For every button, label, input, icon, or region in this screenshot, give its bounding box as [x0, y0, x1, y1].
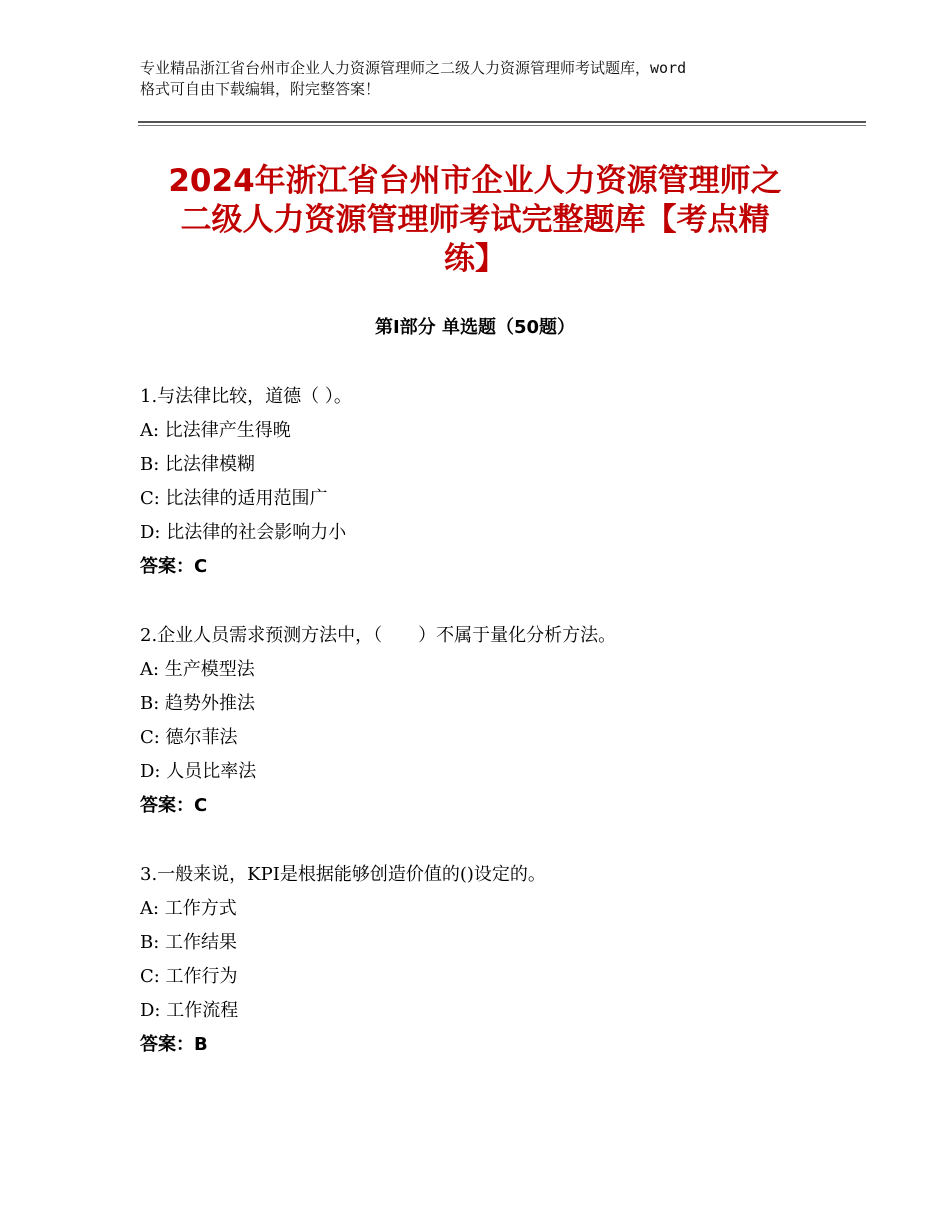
answer-key: 答案：C — [140, 556, 208, 577]
option-c: C: 比法律的适用范围广 — [140, 488, 328, 509]
header-note — [140, 58, 830, 100]
option-b: B: 比法律模糊 — [140, 454, 256, 475]
question-1 — [140, 380, 840, 584]
option-a: A: 比法律产生得晚 — [140, 420, 291, 441]
document-title-line-2: 二级人力资源管理师考试完整题库【考点精 — [180, 202, 770, 238]
option-b: B: 趋势外推法 — [140, 693, 256, 714]
option-b: B: 工作结果 — [140, 932, 238, 953]
question-stem: 2.企业人员需求预测方法中，（ ）不属于量化分析方法。 — [140, 625, 617, 646]
question-stem: 1.与法律比较，道德（ ）。 — [140, 386, 352, 407]
option-a: A: 生产模型法 — [140, 659, 255, 680]
option-a: A: 工作方式 — [140, 898, 237, 919]
document-title-line-1: 2024年浙江省台州市企业人力资源管理师之 — [168, 163, 782, 199]
section-heading: 第Ⅰ部分 单选题（50题） — [374, 317, 575, 338]
question-stem: 3.一般来说，KPI是根据能够创造价值的()设定的。 — [140, 864, 546, 885]
document-title-line-3: 练】 — [444, 241, 506, 277]
option-c: C: 德尔菲法 — [140, 727, 238, 748]
header-note-line-1: 专业精品浙江省台州市企业人力资源管理师之二级人力资源管理师考试题库，word — [140, 59, 687, 77]
question-3 — [140, 858, 840, 1062]
header-note-line-2: 格式可自由下载编辑，附完整答案！ — [140, 80, 381, 98]
option-c: C: 工作行为 — [140, 966, 238, 987]
document-title — [130, 162, 820, 279]
header-divider-thick — [138, 121, 866, 123]
answer-key: 答案：C — [140, 795, 208, 816]
option-d: D: 比法律的社会影响力小 — [140, 522, 347, 543]
answer-key: 答案：B — [140, 1034, 208, 1055]
option-d: D: 工作流程 — [140, 1000, 239, 1021]
question-2 — [140, 619, 840, 823]
option-d: D: 人员比率法 — [140, 761, 257, 782]
header-divider-thin — [138, 125, 866, 126]
